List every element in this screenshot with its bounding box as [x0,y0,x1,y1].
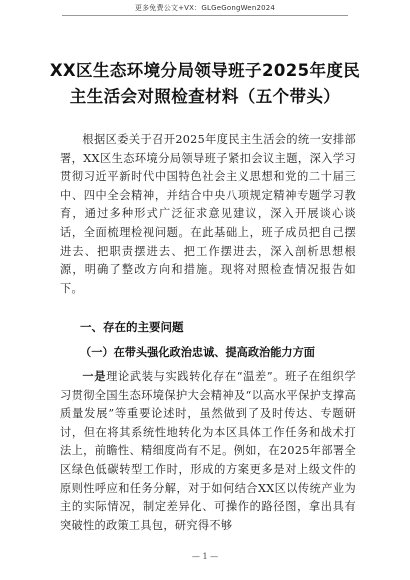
intro-paragraph: 根据区委关于召开2025年度民主生活会的统一安排部署，XX区生态环境分局领导班子紧扣会议主题，深入学习贯彻习近平新时代中国特色社会主义思想和党的二十届三中、四中全会精神，并结合中央八项规定精神专题学习教育，通过多种形式广泛征求意见建议，深入开展谈心谈话，全面梳理检视问题。在此基础上，班子成员把自己摆进去、把职责摆进去、把工作摆进去，深入剖析思想根源，明确了整改方向和措施。现将对照检查情况报告如下。 [60,133,356,295]
title-line-1: XX区生态环境分局领导班子2025年度民 [49,61,361,80]
promo-banner [0,0,410,16]
point-lead: 一是 [82,369,107,383]
promo-banner-text: 更多免费公文+VX：GLGeGongWen2024 [134,4,276,12]
point-body: 理论武装与实践转化存在“温差”。班子在组织学习贯彻全国生态环境保护大会精神及“以高水平保护支撑高质量发展”等重要论述时，虽然做到了及时传达、专题研讨，但在将其系统性地转化为本区具体工作任务和战术打法上，前瞻性、精细度尚有不足。例如，在2025年部署全区绿色低碳转型工作时，形成的方案更多是对上级文件的原则性呼应和任务分解，对于如何结合XX区以传统产业为主的实际情况，制定差异化、可操作的路径图，拿出具有突破性的政策工具包，研究得不够 [60,370,356,532]
point-paragraph [60,367,356,535]
banner-divider [62,15,348,16]
page-number: — 1 — [191,552,219,561]
section-heading: 一、存在的主要问题 [80,320,184,334]
subsection-heading: （一）在带头强化政治忠诚、提高政治能力方面 [80,345,315,359]
title-line-2: 主生活会对照检查材料（五个带头） [69,87,341,106]
document-title [34,58,376,110]
